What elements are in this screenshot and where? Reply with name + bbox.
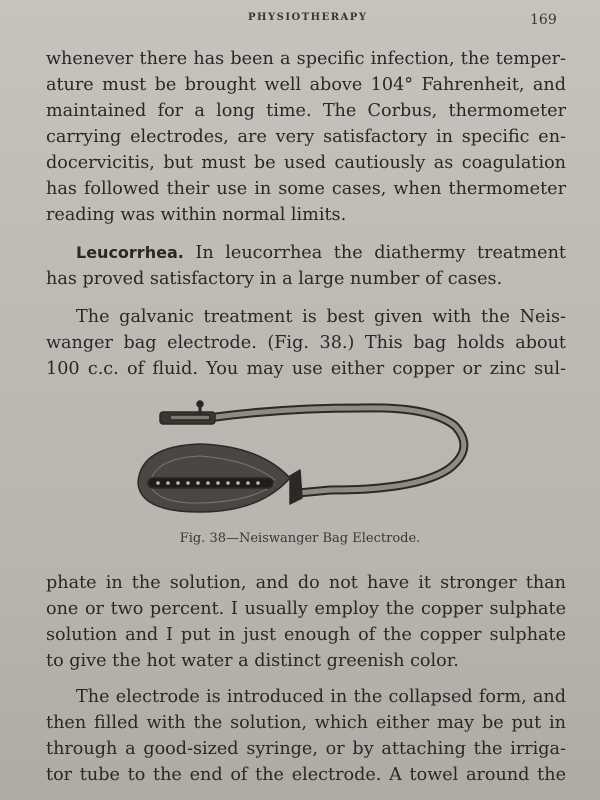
paragraph-solution	[46, 570, 566, 674]
text-line: carrying electrodes, are very satisfactory in specific en-	[46, 127, 566, 147]
text-line: solution and I put in just enough of the copper sulphate	[46, 625, 566, 645]
text-line	[46, 240, 566, 266]
paragraph-infection	[46, 46, 566, 228]
collar	[290, 470, 302, 504]
text-line: tor tube to the end of the electrode. A towel around the	[46, 765, 566, 785]
tip-highlight	[170, 415, 210, 420]
text-line: reading was within normal limits.	[46, 205, 347, 225]
stopcock-knob	[197, 401, 203, 407]
text-line: docervicitis, but must be used cautiously as coagulation	[46, 153, 566, 173]
bag-electrode-illustration	[130, 398, 475, 513]
running-head: PHYSIOTHERAPY	[248, 12, 368, 23]
text-span: In leucorrhea the diathermy treatment	[183, 243, 566, 263]
run-in-heading: Leucorrhea.	[76, 243, 184, 262]
paragraph-introduction	[46, 684, 566, 788]
text-line: through a good-sized syringe, or by attaching the irriga-	[46, 739, 566, 759]
text-line: The galvanic treatment is best given with the Neis-	[76, 307, 566, 327]
page-number: 169	[530, 12, 557, 28]
paragraph-galvanic	[46, 304, 566, 382]
text-line: whenever there has been a specific infection, the temper-	[46, 49, 566, 69]
text-line: phate in the solution, and do not have it stronger than	[46, 573, 566, 593]
text-line: ature must be brought well above 104° Fahrenheit, and	[46, 75, 566, 95]
paragraph-leucorrhea	[46, 240, 566, 292]
text-line: wanger bag electrode. (Fig. 38.) This bag holds about	[46, 333, 566, 353]
text-line: has proved satisfactory in a large number of cases.	[46, 269, 503, 289]
text-line: one or two percent. I usually employ the copper sulphate	[46, 599, 566, 619]
text-line: 100 c.c. of fluid. You may use either copper or zinc sul-	[46, 359, 566, 379]
text-line: has followed their use in some cases, when thermometer	[46, 179, 566, 199]
text-line: maintained for a long time. The Corbus, thermometer	[46, 101, 566, 121]
text-line: then filled with the solution, which either may be put in	[46, 713, 566, 733]
text-line: The electrode is introduced in the collapsed form, and	[76, 687, 566, 707]
figure-caption: Fig. 38—Neiswanger Bag Electrode.	[179, 531, 421, 546]
text-line: to give the hot water a distinct greenish color.	[46, 651, 459, 671]
